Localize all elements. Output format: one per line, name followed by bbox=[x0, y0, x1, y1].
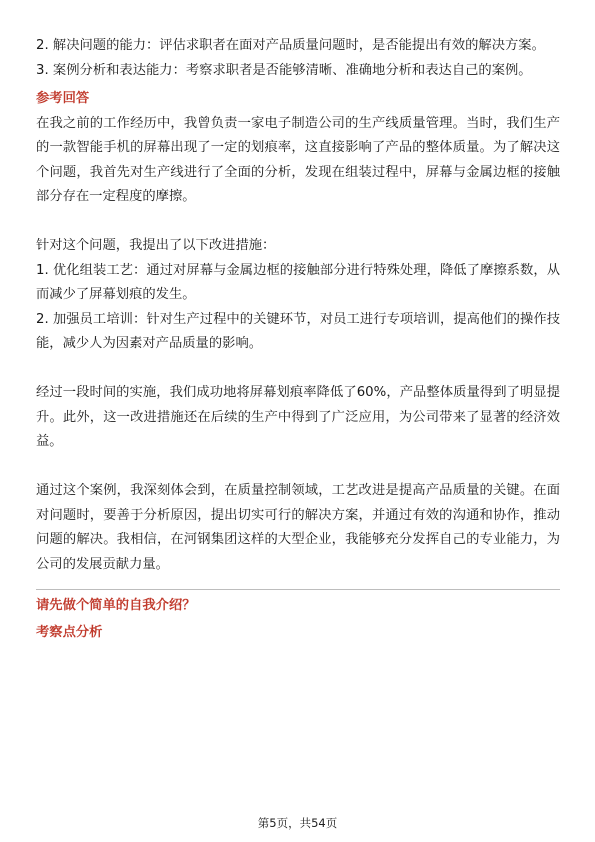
analysis-subheading: 考察点分析 bbox=[36, 624, 103, 640]
answer-paragraph-conclusion: 通过这个案例，我深刻体会到，在质量控制领域，工艺改进是提高产品质量的关键。在面对问题时，要善于分析原因，提出切实可行的解决方案，并通过有效的沟通和协作，推动问题的解决。我相信，在河钢集团这样的大型企业，我能够充分发挥自己的专业能力，为公司的发展贡献力量。 bbox=[36, 483, 560, 572]
section-divider bbox=[36, 589, 560, 590]
criterion-item-2: 2. 解决问题的能力：评估求职者在面对产品质量问题时，是否能提出有效的解决方案。 bbox=[36, 38, 545, 53]
paragraph-gap bbox=[36, 455, 560, 480]
answer-measure-2: 2. 加强员工培训：针对生产过程中的关键环节，对员工进行专项培训，提高他们的操作技能，减少人为因素对产品质量的影响。 bbox=[36, 311, 560, 351]
page-content bbox=[36, 34, 560, 645]
answer-paragraph-context: 在我之前的工作经历中，我曾负责一家电子制造公司的生产线质量管理。当时，我们生产的一款智能手机的屏幕出现了一定的划痕率，这直接影响了产品的整体质量。为了解决这个问题，我首先对生产线进行了全面的分析，发现在组装过程中，屏幕与金属边框的接触部分存在一定程度的摩擦。 bbox=[36, 115, 560, 204]
answer-measures-intro: 针对这个问题，我提出了以下改进措施： bbox=[36, 238, 276, 253]
criterion-item-3: 3. 案例分析和表达能力：考察求职者是否能够清晰、准确地分析和表达自己的案例。 bbox=[36, 62, 532, 78]
paragraph-gap bbox=[36, 357, 560, 382]
paragraph-gap bbox=[36, 210, 560, 235]
answer-measure-1: 1. 优化组装工艺：通过对屏幕与金属边框的接触部分进行特殊处理，降低了摩擦系数，从而减少了屏幕划痕的发生。 bbox=[36, 262, 560, 302]
page-footer: 第5页，共54页 bbox=[257, 816, 338, 830]
next-question-title: 请先做个简单的自我介绍？ bbox=[36, 598, 196, 613]
answer-paragraph-result: 经过一段时间的实施，我们成功地将屏幕划痕率降低了60%，产品整体质量得到了明显提升。此外，这一改进措施还在后续的生产中得到了广泛应用，为公司带来了显著的经济效益。 bbox=[36, 385, 560, 449]
answer-heading: 参考回答 bbox=[36, 91, 90, 106]
